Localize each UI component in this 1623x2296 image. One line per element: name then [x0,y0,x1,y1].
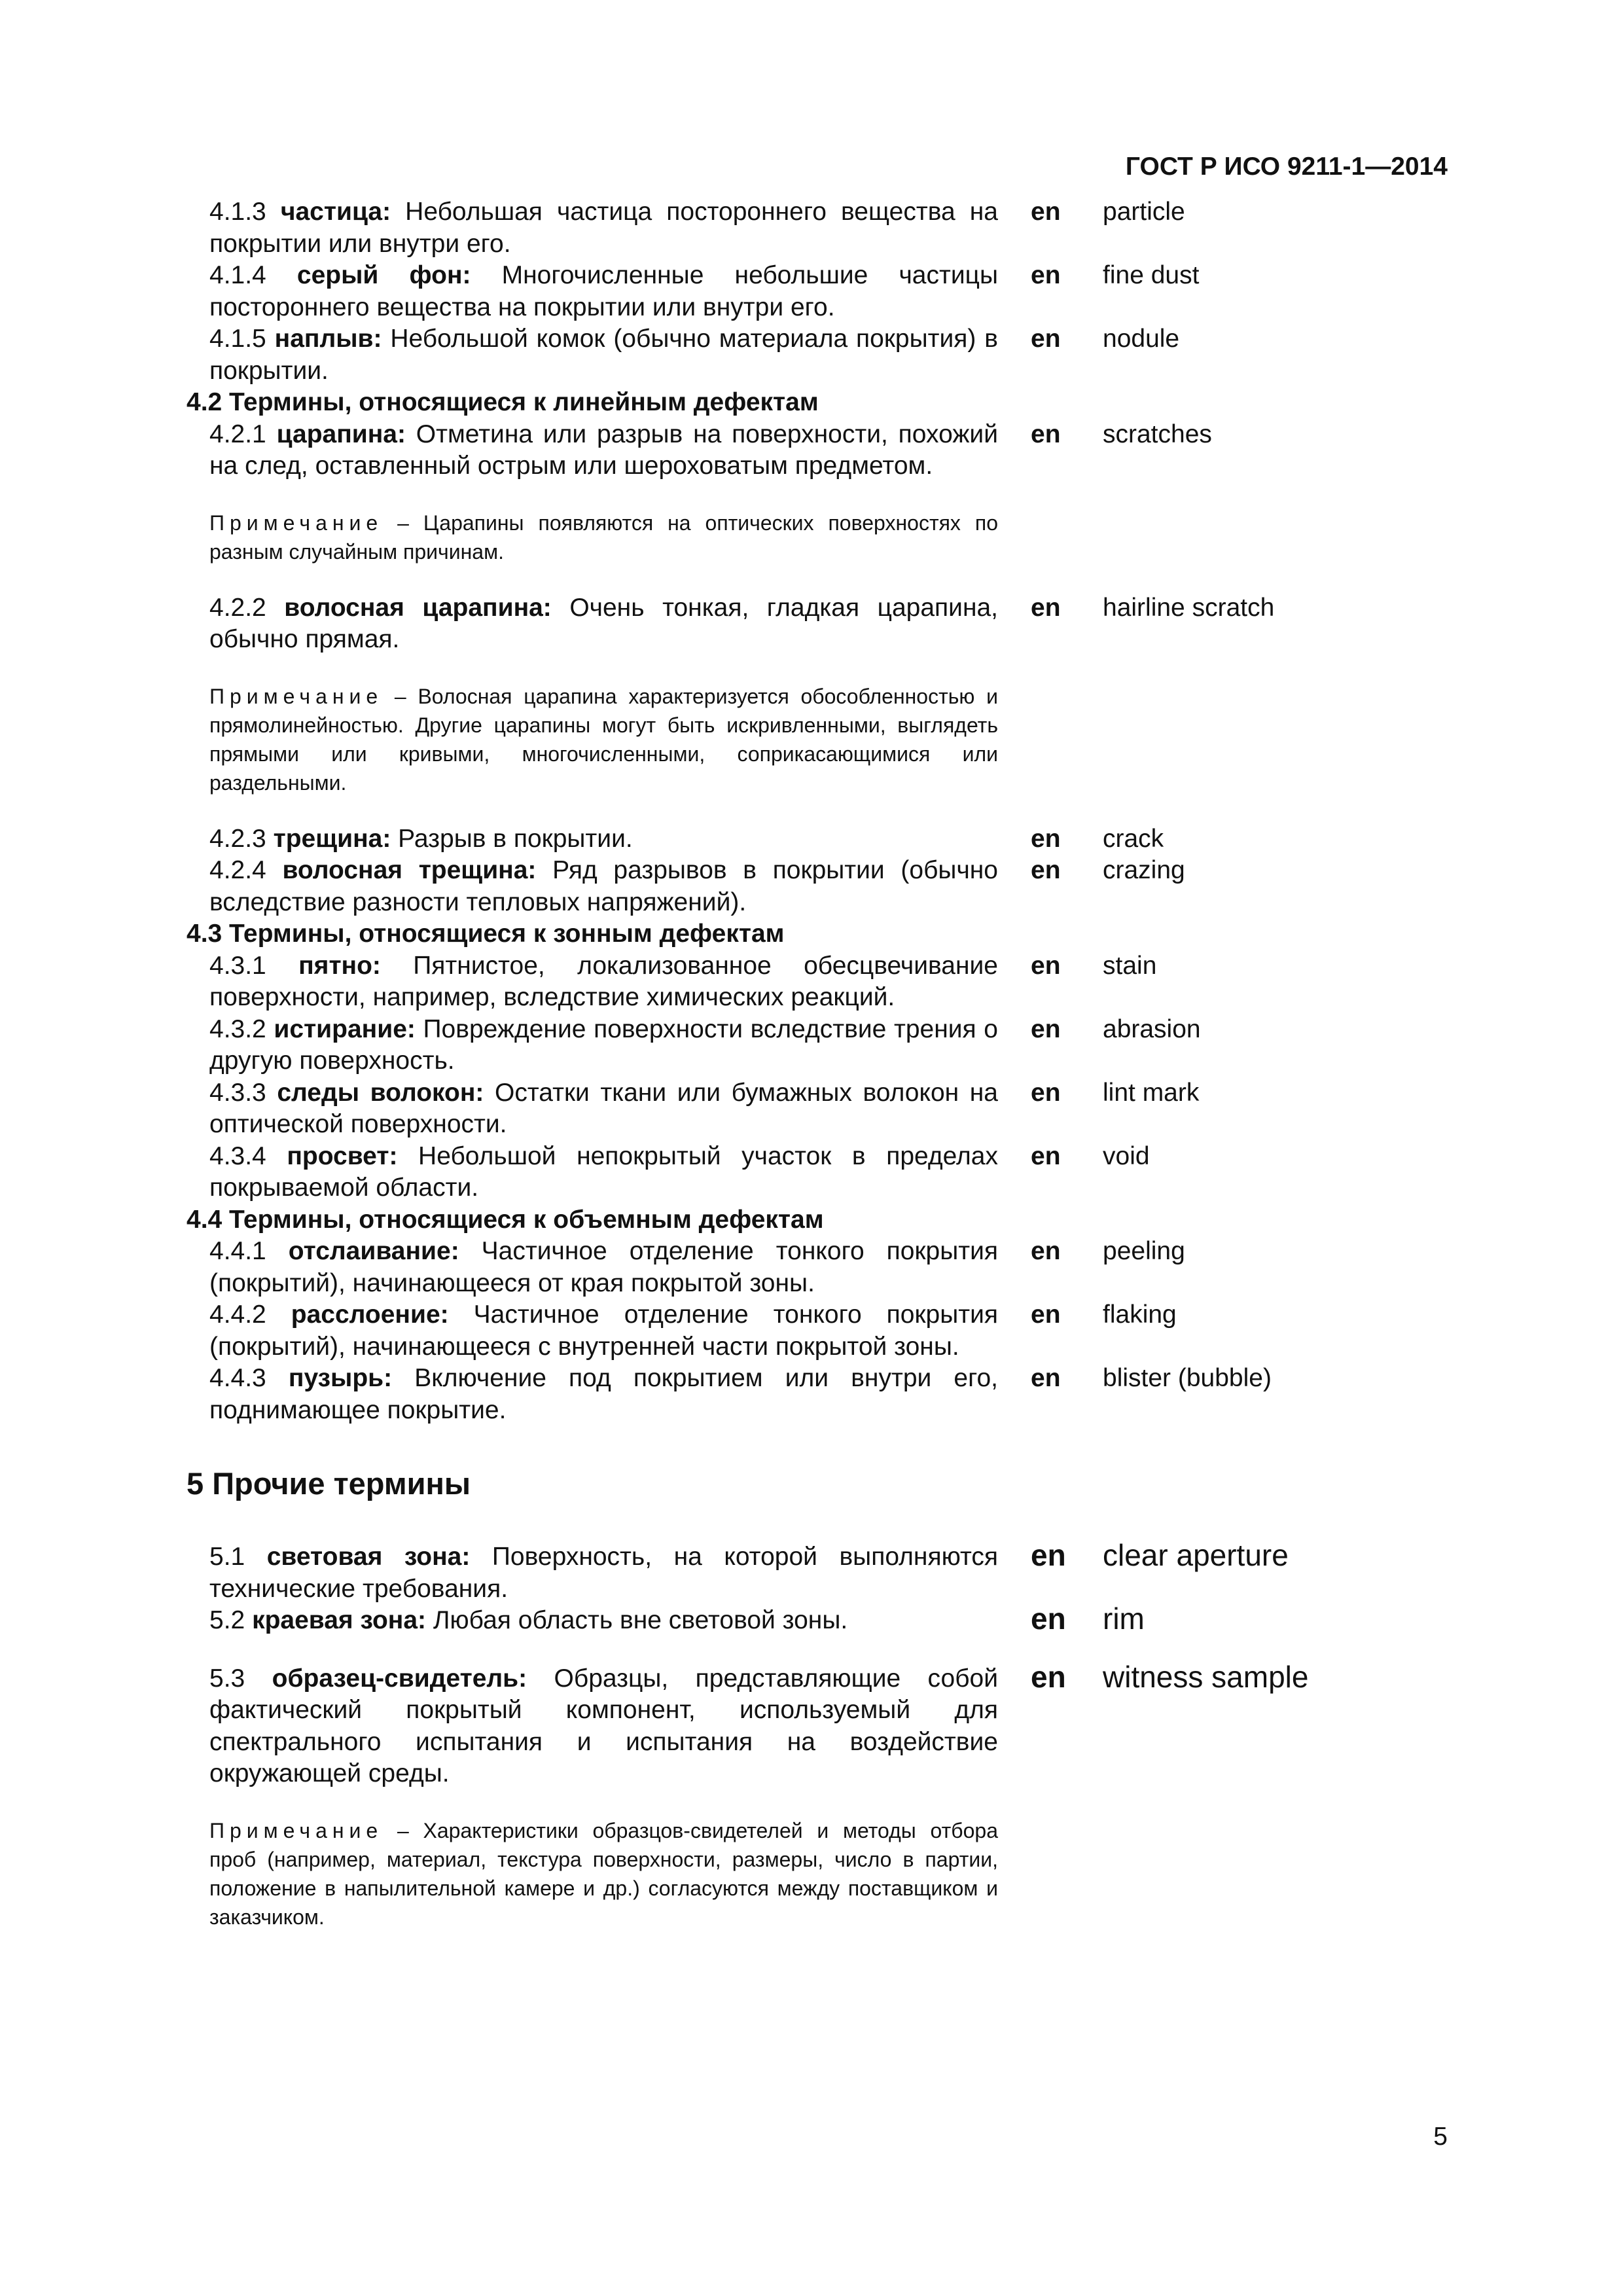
language-code: en [1031,1659,1066,1694]
term-definition: Остатки ткани или бумажных волокон на оптической поверхности. [209,1078,998,1138]
term-entry [187,1299,1613,1363]
term-name: отслаивание: [288,1237,459,1265]
note-label: Примечание [209,511,383,535]
language-code: en [1031,420,1061,448]
term-number: 4.3.3 [209,1078,266,1107]
page-number: 5 [1433,2123,1448,2151]
language-code: en [1031,1300,1061,1329]
term-name: расслоение: [291,1300,449,1329]
term-definition: Разрыв в покрытии. [391,824,633,853]
term-definition: Частичное отделение тонкого покрытия (покрытий), начинающееся с внутренней части покрытой зоны. [209,1300,998,1361]
language-code: en [1031,951,1061,980]
term-number: 4.3.1 [209,951,266,980]
term-name: краевая зона: [252,1606,426,1634]
term-entry [187,1236,1613,1299]
term-definition: Небольшой непокрытый участок в пределах покрываемой области. [209,1141,998,1202]
term-definition: Отметина или разрыв на поверхности, похожий на след, оставленный острым или шероховатым предметом. [209,420,998,480]
section-heading: 4.3 Термины, относящиеся к зонным дефектам [187,920,785,948]
term-entry [187,1659,1613,1790]
term-name: истирание: [274,1014,416,1043]
english-equivalent: blister (bubble) [1103,1364,1272,1392]
term-name: просвет: [287,1141,398,1170]
english-equivalent: particle [1103,198,1185,226]
english-equivalent: stain [1103,951,1157,980]
term-entry [187,1363,1613,1426]
section-heading: 4.2 Термины, относящиеся к линейным дефектам [187,388,819,416]
term-definition: Небольшая частица постороннего вещества на покрытии или внутри его. [209,198,998,258]
english-equivalent: nodule [1103,325,1180,353]
term-name: волосная трещина: [282,856,537,884]
term-entry [187,1077,1613,1141]
term-definition: Частичное отделение тонкого покрытия (покрытий), начинающееся от края покрытой зоны. [209,1237,998,1297]
term-entry [187,323,1613,387]
note [209,682,998,797]
language-code: en [1031,261,1061,289]
term-name: пузырь: [288,1364,393,1392]
term-entry [187,592,1613,656]
term-number: 4.1.4 [209,261,266,289]
term-number: 4.3.4 [209,1141,266,1170]
language-code: en [1031,1141,1061,1170]
term-entry [187,419,1613,482]
term-number: 4.4.2 [209,1300,266,1329]
english-equivalent: clear aperture [1103,1538,1289,1572]
term-number: 4.3.2 [209,1014,266,1043]
note-label: Примечание [209,1818,383,1842]
language-code: en [1031,1538,1066,1572]
note-text: – Характеристики образцов-свидетелей и методы отбора проб (например, материал, текстура поверхности, размеры, число в партии, положение в напылительной камере и др.) согласуются между поставщиком и заказчиком. [209,1818,998,1929]
note [209,509,998,566]
term-name: серый фон: [296,261,471,289]
language-code: en [1031,325,1061,353]
term-definition: Многочисленные небольшие частицы постороннего вещества на покрытии или внутри его. [209,261,999,321]
term-definition: Ряд разрывов в покрытии (обычно вследствие разности тепловых напряжений). [209,856,998,916]
term-entry [187,1602,1613,1637]
english-equivalent: scratches [1103,420,1212,448]
english-equivalent: peeling [1103,1237,1185,1265]
term-name: образец-свидетель: [272,1664,527,1693]
term-number: 5.2 [209,1606,245,1634]
term-entry [187,950,1613,1014]
term-number: 4.1.3 [209,198,266,226]
language-code: en [1031,856,1061,884]
term-name: частица: [280,198,391,226]
term-definition: Образцы, представляющие собой фактический покрытый компонент, используемый для спектрального испытания и испытания на воздействие окружающей среды. [209,1664,999,1787]
language-code: en [1031,198,1061,226]
term-definition: Включение под покрытием или внутри его, поднимающее покрытие. [209,1364,999,1424]
term-name: наплыв: [274,325,382,353]
language-code: en [1031,1602,1066,1636]
term-number: 5.3 [209,1664,245,1693]
english-equivalent: abrasion [1103,1014,1201,1043]
note-text: – Волосная царапина характеризуется обособленностью и прямолинейностью. Другие царапины могут быть искривленными, выглядеть прямыми или кривыми, многочисленными, соприкасающимися или раздельными. [209,684,998,795]
language-code: en [1031,1014,1061,1043]
language-code: en [1031,593,1061,622]
english-equivalent: void [1103,1141,1150,1170]
term-definition: Очень тонкая, гладкая царапина, обычно прямая. [209,593,999,653]
document-body [0,196,1623,1931]
chapter-heading: 5 Прочие термины [187,1466,471,1501]
term-number: 4.1.5 [209,325,266,353]
term-name: царапина: [276,420,406,448]
language-code: en [1031,824,1061,853]
section-heading: 4.4 Термины, относящиеся к объемным дефектам [187,1205,824,1234]
english-equivalent: rim [1103,1602,1145,1636]
term-number: 4.4.1 [209,1237,266,1265]
english-equivalent: flaking [1103,1300,1177,1329]
english-equivalent: witness sample [1103,1659,1309,1694]
term-definition: Небольшой комок (обычно материала покрытия) в покрытии. [209,325,998,385]
term-number: 4.2.3 [209,824,266,853]
term-definition: Любая область вне световой зоны. [426,1606,848,1634]
term-entry [187,260,1613,323]
language-code: en [1031,1364,1061,1392]
term-definition: Повреждение поверхности вследствие трения о другую поверхность. [209,1014,998,1075]
term-number: 4.4.3 [209,1364,266,1392]
term-entry [187,1538,1613,1605]
term-definition: Поверхность, на которой выполняются технические требования. [209,1543,999,1603]
english-equivalent: crack [1103,824,1164,853]
term-name: световая зона: [266,1543,471,1571]
term-number: 4.2.2 [209,593,266,622]
note-text: – Царапины появляются на оптических поверхностях по разным случайным причинам. [209,511,998,564]
note-label: Примечание [209,684,383,708]
term-name: следы волокон: [277,1078,484,1107]
language-code: en [1031,1237,1061,1265]
term-name: трещина: [273,824,391,853]
term-name: волосная царапина: [284,593,552,622]
term-entry [187,196,1613,260]
english-equivalent: crazing [1103,856,1185,884]
language-code: en [1031,1078,1061,1107]
term-entry [187,1014,1613,1077]
document-header: ГОСТ Р ИСО 9211-1—2014 [1125,152,1448,181]
term-number: 5.1 [209,1543,245,1571]
term-entry [187,823,1613,855]
english-equivalent: hairline scratch [1103,593,1275,622]
english-equivalent: lint mark [1103,1078,1200,1107]
term-entry [187,855,1613,918]
term-entry [187,1141,1613,1204]
term-definition: Пятнистое, локализованное обесцвечивание поверхности, например, вследствие химических реакций. [209,951,998,1011]
english-equivalent: fine dust [1103,261,1200,289]
term-name: пятно: [298,951,381,980]
note [209,1816,998,1931]
term-number: 4.2.4 [209,856,266,884]
term-number: 4.2.1 [209,420,266,448]
